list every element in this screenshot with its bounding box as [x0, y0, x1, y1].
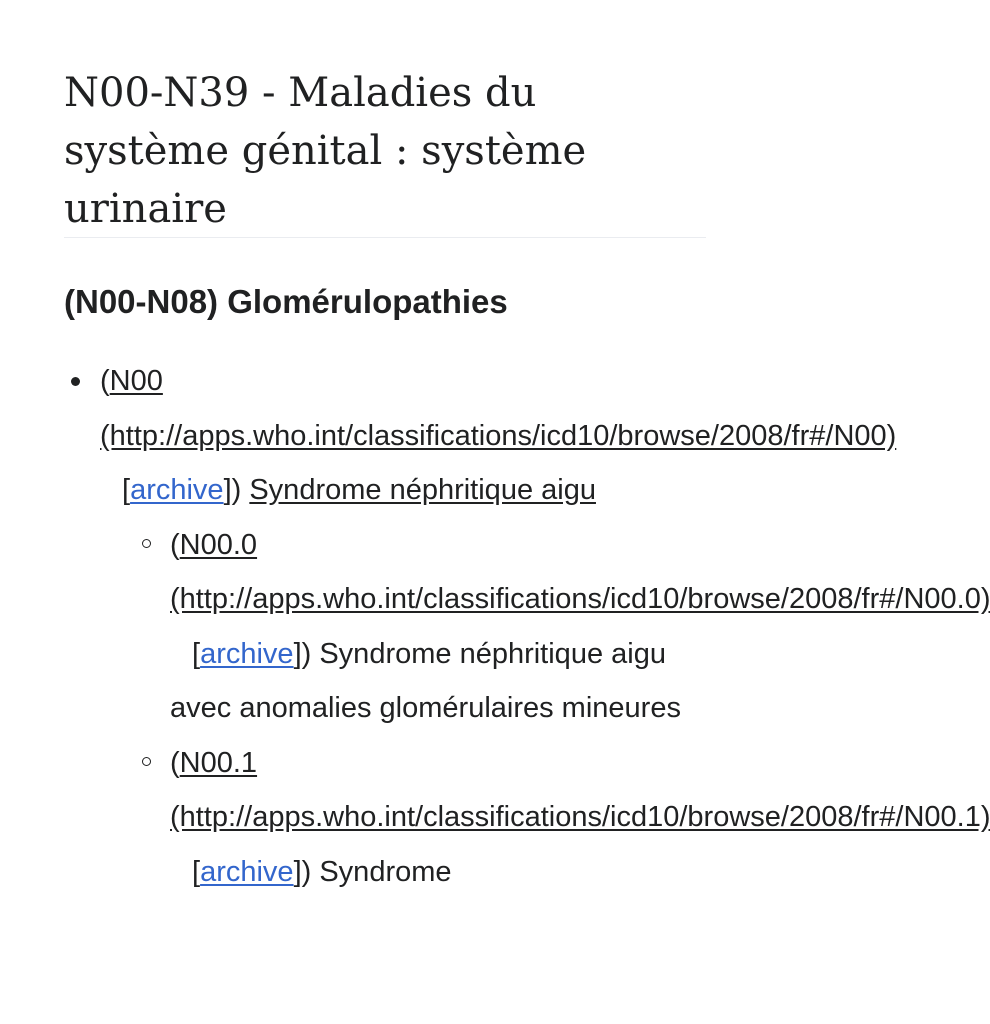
external-code-link[interactable]: N00.1 (http://apps.who.int/classifications/icd10/browse/2008/fr#/N00.1) — [170, 746, 990, 833]
sub-list-item — [170, 518, 990, 736]
circle-bullet-icon — [142, 539, 151, 548]
archive-link[interactable]: archive — [130, 474, 224, 506]
list-item — [100, 354, 990, 907]
sub-list-item — [170, 736, 990, 900]
paren-open: ( — [170, 746, 180, 779]
item-description: Syndrome néphritique aigu avec anomalies glomérulaires mineures — [170, 637, 681, 724]
bracket-open: [ — [122, 474, 131, 506]
disc-bullet-icon — [71, 377, 80, 386]
paren-open: ( — [170, 528, 180, 561]
sub-code-list — [100, 518, 990, 908]
bracket-open: [ — [192, 637, 201, 670]
bracket-close: ]) — [293, 855, 312, 888]
paren-open: ( — [100, 365, 110, 397]
bracket-close: ]) — [293, 637, 312, 670]
circle-bullet-icon — [142, 757, 151, 766]
page-title: N00-N39 - Maladies du système génital : système urinaire — [64, 70, 587, 232]
code-list — [100, 354, 990, 907]
item-description: Syndrome — [319, 855, 452, 888]
external-code-link[interactable]: N00 (http://apps.who.int/classifications/icd10/browse/2008/fr#/N00) — [100, 365, 897, 452]
bracket-open: [ — [192, 855, 201, 888]
archive-link[interactable]: archive — [200, 637, 294, 670]
section-heading: (N00-N08) Glomérulopathies — [64, 283, 508, 320]
title-divider — [64, 237, 706, 238]
item-description-link[interactable]: Syndrome néphritique aigu — [249, 474, 596, 506]
bracket-close: ]) — [223, 474, 242, 506]
archive-link[interactable]: archive — [200, 855, 294, 888]
external-code-link[interactable]: N00.0 (http://apps.who.int/classifications/icd10/browse/2008/fr#/N00.0) — [170, 528, 990, 615]
